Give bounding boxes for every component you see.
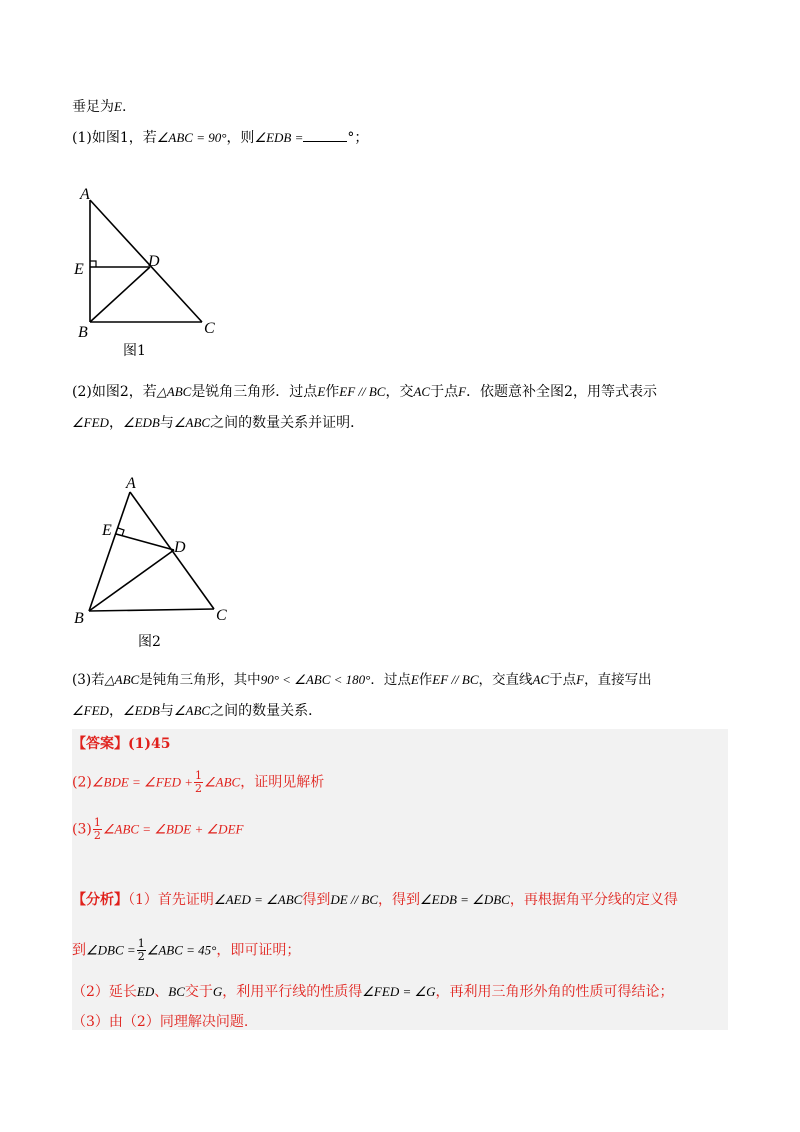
analysis-3-a: （2）延长 [72, 984, 137, 1000]
answer-2-prefix: (2) [72, 774, 92, 791]
fig1-label-d: D [148, 253, 160, 270]
analysis-2-numerator: 1 [137, 937, 145, 950]
analysis-4: （3）由（2）同理解决问题. [72, 1014, 249, 1030]
analysis-2-lhs: ∠DBC = [86, 942, 136, 958]
answer-2-fraction [194, 770, 203, 795]
q3-text-d: 作 [418, 672, 433, 688]
answer-2-rhs: ∠ABC [204, 774, 241, 790]
q3-and: 与 [159, 703, 174, 719]
answer-1: (1)45 [128, 736, 171, 752]
fig1-label-e: E [74, 261, 84, 278]
fig1-label-a: A [80, 186, 90, 203]
fig1-label-b: B [78, 324, 88, 341]
fig2-label-a: A [126, 475, 136, 492]
analysis-3-e: ，再利用三角形外角的性质可得结论； [435, 984, 674, 1000]
q2-text-a: (2)如图2，若 [72, 384, 157, 400]
q3-text-e: ，交直线 [478, 672, 533, 688]
analysis-2-rhs: ∠ABC = 45° [146, 942, 217, 958]
q2-text-e: 于点 [430, 384, 459, 400]
q3-angle-abc: ∠ABC [173, 703, 211, 718]
intro-period: . [121, 99, 127, 115]
q3-ac: AC [532, 672, 550, 687]
fig2-segment-bd [89, 550, 174, 611]
q1-mid: ，则 [226, 130, 255, 146]
q1-prefix: (1)如图1，若 [72, 130, 157, 146]
q2-text-d: ，交 [385, 384, 414, 400]
q2-comma: ， [108, 415, 123, 431]
q2-angle-edb: ∠EDB [122, 415, 160, 430]
q1-condition: ∠ABC = 90° [156, 130, 227, 145]
analysis-2-fraction [137, 938, 146, 963]
analysis-3-bc: BC [168, 984, 185, 999]
analysis-1-b: 得到 [302, 892, 331, 908]
analysis-line-3 [72, 982, 674, 1002]
answer-tag: 【答案】 [72, 736, 128, 752]
q2-and: 与 [159, 415, 174, 431]
q2-point-e: E [317, 384, 326, 399]
analysis-line-1 [72, 890, 678, 910]
fig2-side-ab [89, 492, 130, 611]
q3-angle-edb: ∠EDB [122, 703, 160, 718]
q1-ask: ∠EDB = [254, 130, 304, 145]
analysis-2-a: 到 [72, 942, 86, 959]
q2-angle-abc: ∠ABC [173, 415, 211, 430]
answer-2-numerator: 1 [195, 769, 202, 782]
analysis-3-g: G [212, 984, 223, 999]
q3-parallel: EF // BC [432, 672, 479, 687]
q3-text-b: 是钝角三角形，其中 [139, 672, 261, 688]
intro-line [72, 97, 126, 117]
q2-text-end: 之间的数量关系并证明． [210, 415, 365, 431]
answer-3-prefix: (3) [72, 821, 92, 838]
fig1-label-c: C [204, 320, 215, 337]
q2-ac: AC [413, 384, 431, 399]
analysis-3-c: 交于 [184, 984, 213, 1000]
answer-2-denominator: 2 [195, 782, 202, 795]
analysis-1-eq2: ∠EDB = ∠DBC [420, 892, 510, 907]
q1-suffix: °； [347, 130, 369, 146]
fig2-label-e: E [102, 522, 112, 539]
q2-triangle: △ABC [156, 384, 192, 399]
figure-2 [70, 472, 240, 652]
fig2-label-b: B [74, 610, 84, 627]
q2-text-c: 作 [325, 384, 340, 400]
q2-text-b: 是锐角三角形．过点 [191, 384, 318, 400]
point-e: E [114, 99, 122, 114]
q2-point-f: F [458, 384, 467, 399]
analysis-2-b: ，即可证明； [216, 942, 301, 959]
question-3-line-1 [72, 670, 652, 690]
fig2-side-bc [89, 609, 214, 611]
q3-point-e: E [410, 672, 419, 687]
fig2-label-c: C [216, 607, 227, 624]
fig2-label-d: D [174, 539, 186, 556]
q3-angle-fed: ∠FED [72, 703, 109, 718]
figure-1 [70, 185, 240, 365]
question-2-line-2 [72, 413, 364, 433]
answer-2-lhs: ∠BDE = ∠FED + [91, 774, 193, 790]
q3-range: 90° < ∠ABC < 180° [260, 672, 371, 687]
q2-text-f: ．依题意补全图2，用等式表示 [466, 384, 657, 400]
analysis-1-parallel: DE // BC [330, 892, 378, 907]
analysis-3-b: 、 [154, 984, 169, 1000]
answer-line-1 [72, 734, 170, 754]
fig2-caption: 图2 [138, 634, 161, 650]
q3-text-f: 于点 [549, 672, 577, 688]
question-3-line-2 [72, 701, 322, 721]
fig1-side-ac [90, 200, 202, 322]
answer-3-denominator: 2 [93, 829, 101, 842]
fig1-segment-bd [90, 267, 150, 322]
intro-text: 垂足为 [72, 99, 114, 115]
answer-3-fraction [93, 817, 102, 842]
q3-comma: ， [108, 703, 123, 719]
analysis-line-4 [72, 1012, 248, 1032]
answer-line-2 [72, 770, 324, 795]
fig1-right-angle-mark [90, 261, 96, 267]
analysis-line-2 [72, 938, 300, 963]
answer-blank [303, 129, 347, 142]
q3-triangle: △ABC [104, 672, 140, 687]
answer-2-suffix: ，证明见解析 [240, 774, 325, 791]
analysis-3-d: ，利用平行线的性质得 [222, 984, 363, 1000]
fig1-caption: 图1 [123, 343, 146, 359]
analysis-2-denominator: 2 [137, 950, 145, 963]
analysis-3-ed: ED [136, 984, 155, 999]
analysis-tag: 【分析】 [72, 892, 128, 908]
analysis-3-eq: ∠FED = ∠G [362, 984, 436, 999]
q2-parallel: EF // BC [339, 384, 386, 399]
q3-point-f: F [576, 672, 585, 687]
analysis-1-eq1: ∠AED = ∠ABC [213, 892, 303, 907]
analysis-1-d: ，再根据角平分线的定义得 [509, 892, 678, 908]
analysis-1-a: （1）首先证明 [128, 892, 214, 908]
answer-3-rhs: ∠ABC = ∠BDE + ∠DEF [102, 821, 244, 837]
q3-text-end: 之间的数量关系． [210, 703, 323, 719]
q3-text-a: (3)若 [72, 672, 105, 688]
q3-text-g: ，直接写出 [584, 672, 652, 688]
question-2-line-1 [72, 382, 657, 402]
q3-text-c: ．过点 [370, 672, 411, 688]
answer-3-numerator: 1 [93, 816, 101, 829]
analysis-1-c: ，得到 [378, 892, 420, 908]
q2-angle-fed: ∠FED [72, 415, 109, 430]
answer-line-3 [72, 817, 243, 842]
question-1 [72, 128, 368, 148]
